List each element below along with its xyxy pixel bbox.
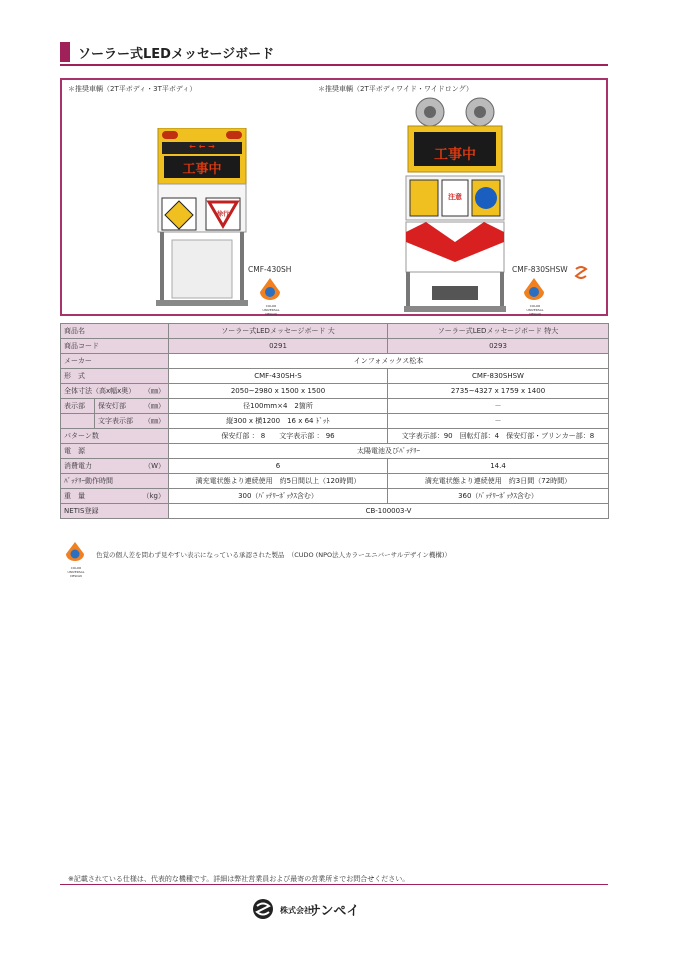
table-row bbox=[61, 384, 609, 399]
table-cell: 2050~2980 x 1500 x 1500 bbox=[169, 384, 388, 399]
table-cell: 保安灯部 ： 8 文字表示部 ： 96 bbox=[169, 429, 388, 444]
row-label-text: 商品コード bbox=[64, 342, 99, 350]
left-product-image bbox=[152, 128, 256, 310]
left-model-label: CMF-430SH bbox=[248, 265, 292, 274]
table-row bbox=[61, 489, 609, 504]
table-row bbox=[61, 354, 609, 369]
left-led-text: 工事中 bbox=[182, 162, 222, 177]
product-photo-panel bbox=[60, 78, 608, 316]
row-group-label: 表示部 bbox=[64, 402, 85, 410]
row-label bbox=[61, 414, 169, 429]
table-row bbox=[61, 444, 609, 459]
table-cell: 6 bbox=[169, 459, 388, 474]
table-cell: 0293 bbox=[388, 339, 609, 354]
row-unit: （kg） bbox=[142, 492, 165, 500]
table-row bbox=[61, 369, 609, 384]
row-label bbox=[61, 504, 169, 519]
table-cell: 文字表示部：90 回転灯部：4 保安灯部・ブリンカー部：8 bbox=[388, 429, 609, 444]
table-row bbox=[61, 429, 609, 444]
row-label-text: パターン数 bbox=[64, 432, 99, 440]
table-cell: 360（ﾊﾞｯﾃﾘｰﾎﾞｯｸｽ含む） bbox=[388, 489, 609, 504]
row-unit: （㎜） bbox=[144, 417, 165, 425]
left-vehicle-caption: ＊推奨車輌（2T平ボディ・3T平ボディ） bbox=[68, 85, 197, 93]
row-label bbox=[61, 489, 169, 504]
row-label bbox=[61, 354, 169, 369]
table-cell: 300（ﾊﾞｯﾃﾘｰﾎﾞｯｸｽ含む） bbox=[169, 489, 388, 504]
row-label-text: 形 式 bbox=[64, 372, 85, 380]
table-cell: CMF-830SHSW bbox=[388, 369, 609, 384]
row-label-text: 重 量 bbox=[64, 492, 85, 500]
row-label-text: NETIS登録 bbox=[64, 507, 99, 515]
row-group-label bbox=[61, 414, 94, 428]
row-label-text: ﾊﾞｯﾃﾘｰ動作時間 bbox=[64, 477, 113, 485]
table-row bbox=[61, 399, 609, 414]
right-model-label: CMF-830SHSW bbox=[512, 265, 568, 274]
footer-divider bbox=[60, 884, 608, 885]
row-sub-label: 文字表示部 bbox=[94, 414, 144, 428]
row-label bbox=[61, 444, 169, 459]
table-row bbox=[61, 414, 609, 429]
row-unit: （W） bbox=[144, 462, 165, 470]
table-cell: 14.4 bbox=[388, 459, 609, 474]
right-vehicle-caption: ＊推奨車輌（2T平ボディワイド・ワイドロング） bbox=[318, 85, 473, 93]
page-title: ソーラー式LEDメッセージボード bbox=[78, 47, 275, 62]
table-cell: 満充電状態より連続使用 約3日間（72時間） bbox=[388, 474, 609, 489]
table-cell-merged: インフォメックス松本 bbox=[169, 354, 609, 369]
cud-logo-note: COLOR UNIVERSAL DESIGN bbox=[64, 540, 88, 578]
table-cell: 縦300 x 横1200 16 x 64 ﾄﾞｯﾄ bbox=[169, 414, 388, 429]
table-cell: ソーラー式LEDメッセージボード 特大 bbox=[388, 324, 609, 339]
right-sign-text: 注意 bbox=[448, 193, 462, 201]
cud-logo-right: COLOR UNIVERSAL DESIGN bbox=[522, 276, 548, 316]
table-row bbox=[61, 504, 609, 519]
row-label bbox=[61, 339, 169, 354]
table-row bbox=[61, 324, 609, 339]
table-cell: 2735~4327 x 1759 x 1400 bbox=[388, 384, 609, 399]
row-label-text: 商品名 bbox=[64, 327, 85, 335]
row-label bbox=[61, 384, 169, 399]
table-cell: － bbox=[388, 414, 609, 429]
company-prefix: 株式会社 bbox=[280, 906, 312, 915]
table-row bbox=[61, 459, 609, 474]
table-cell: － bbox=[388, 399, 609, 414]
left-arrow-display: ← ← → bbox=[189, 142, 215, 151]
table-cell-merged: 太陽電池及びﾊﾞｯﾃﾘｰ bbox=[169, 444, 609, 459]
right-led-text: 工事中 bbox=[434, 147, 476, 163]
row-label bbox=[61, 399, 169, 414]
row-unit: （㎜） bbox=[144, 402, 165, 410]
sanpei-mark-icon bbox=[574, 264, 588, 278]
company-logo-icon bbox=[252, 898, 274, 924]
page-title-bar bbox=[60, 40, 608, 66]
row-label-text: 消費電力 bbox=[64, 462, 92, 470]
cud-logo-left: COLOR UNIVERSAL DESIGN bbox=[258, 276, 284, 316]
row-label bbox=[61, 459, 169, 474]
left-sign-text: 徐行 bbox=[216, 211, 229, 218]
spec-table bbox=[60, 323, 609, 519]
row-label-text: メーカー bbox=[64, 357, 92, 365]
table-cell: 満充電状態より連続使用 約5日間以上（120時間） bbox=[169, 474, 388, 489]
table-cell: ソーラー式LEDメッセージボード 大 bbox=[169, 324, 388, 339]
table-cell: 径100mm×4 2箇所 bbox=[169, 399, 388, 414]
table-cell: CMF-430SH-S bbox=[169, 369, 388, 384]
row-sub-label: 保安灯部 bbox=[94, 399, 144, 413]
table-cell-merged: CB-100003-V bbox=[169, 504, 609, 519]
company-name: サンペイ bbox=[308, 904, 360, 919]
row-label bbox=[61, 369, 169, 384]
table-row bbox=[61, 339, 609, 354]
row-label-text: 全体寸法（高x幅x奥） bbox=[64, 387, 136, 395]
row-unit: （㎜） bbox=[144, 387, 165, 395]
table-row bbox=[61, 474, 609, 489]
row-label bbox=[61, 429, 169, 444]
row-label bbox=[61, 474, 169, 489]
cud-note-text: 色覚の個人差を問わず見やすい表示になっている承認された製品 （CUDO (NPO法人カラーユニバーサルデザイン機構)） bbox=[96, 551, 451, 559]
table-cell: 0291 bbox=[169, 339, 388, 354]
footer-note: ※記載されている仕様は、代表的な機種です。詳細は弊社営業員および最寄の営業所までお問合せください。 bbox=[68, 875, 410, 883]
row-label-text: 電 源 bbox=[64, 447, 85, 455]
title-accent-block bbox=[60, 42, 70, 62]
right-product-image bbox=[402, 96, 508, 314]
row-label bbox=[61, 324, 169, 339]
